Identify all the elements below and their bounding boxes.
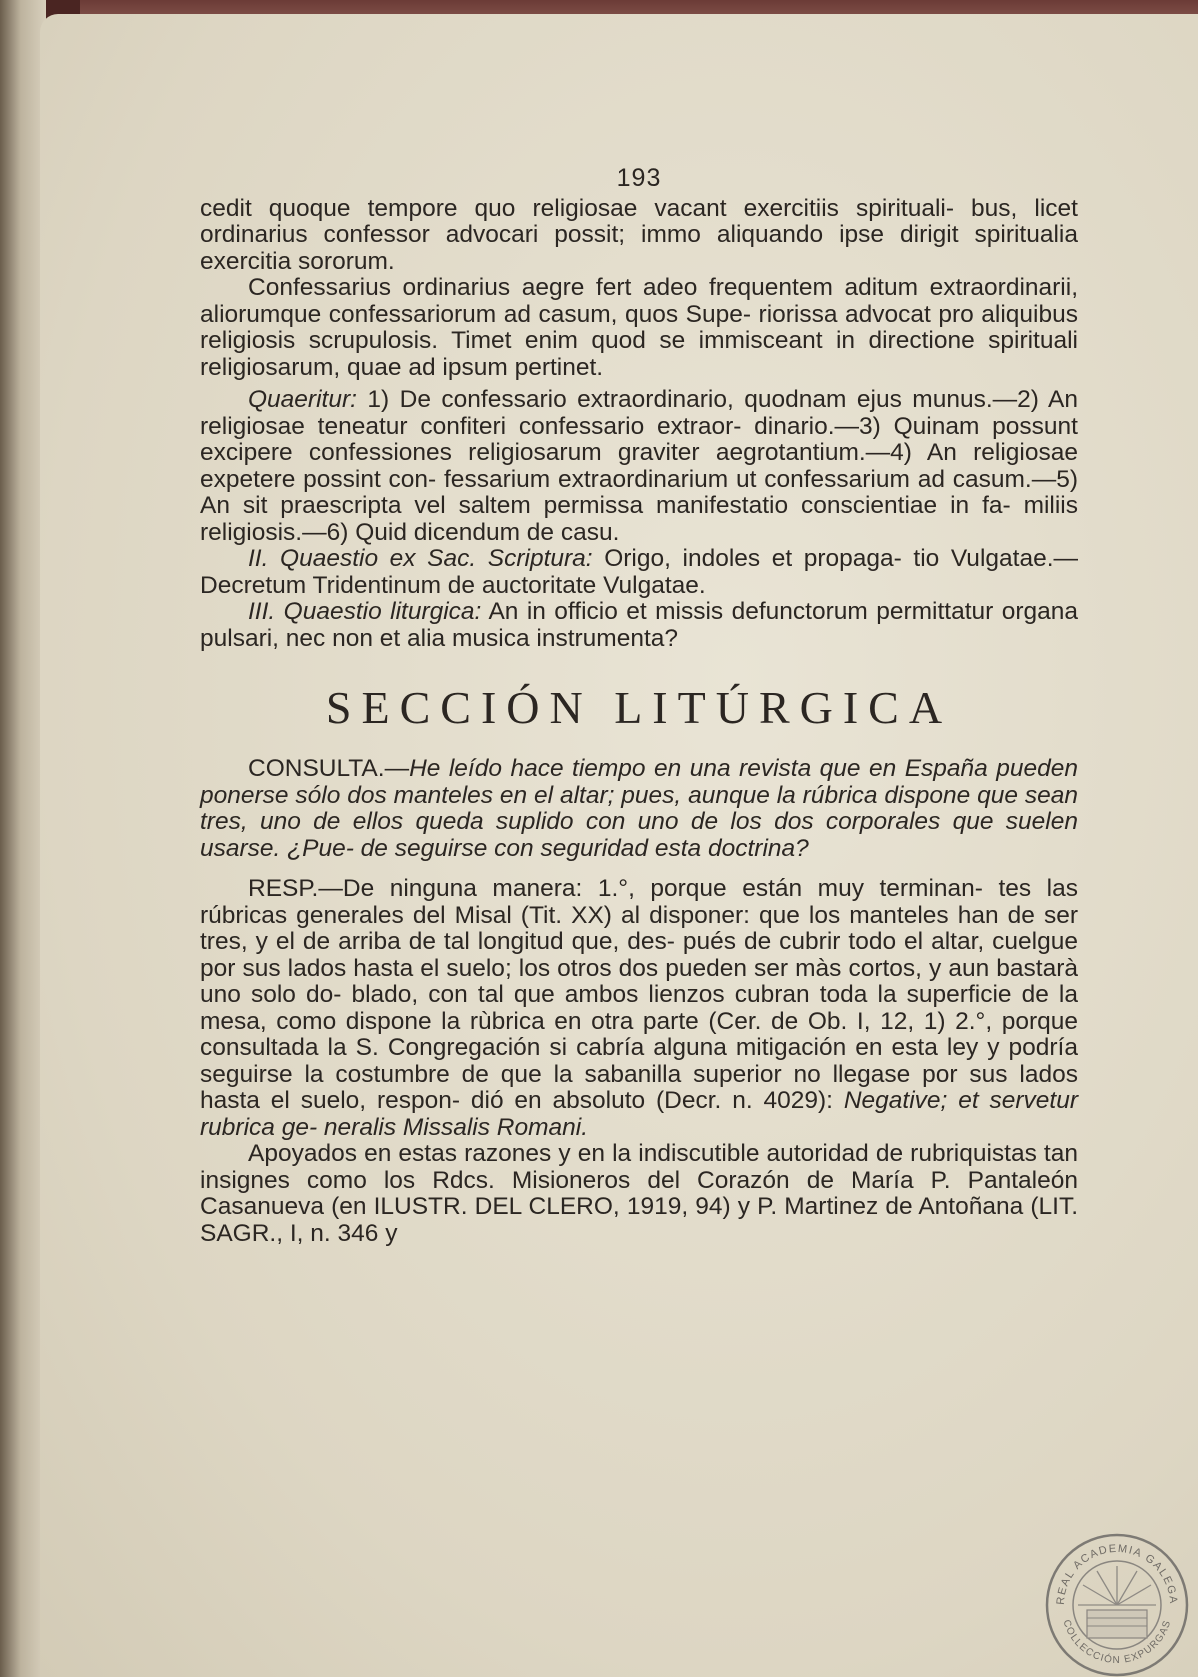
resp-paragraph — [200, 876, 1078, 1141]
academy-seal-stamp — [1042, 1530, 1192, 1677]
quaeritur-paragraph — [200, 387, 1078, 546]
quaestio-scriptura-paragraph — [200, 546, 1078, 599]
latin-paragraph-1: cedit quoque tempore quo religiosae vacant exercitiis spirituali- bus, licet ordinarius confessor advocari possit; immo aliquando ipse dirigit spiritualia exercitia sororum. — [200, 194, 1078, 275]
resp-italic-end: Negative; et servetur rubrica ge- neralis Missalis Romani. — [200, 1087, 1078, 1141]
page-number: 193 — [616, 164, 662, 192]
quaestio-scriptura-label: II. Quaestio ex Sac. Scriptura: — [248, 545, 593, 572]
quaestio-scriptura-text: Origo, indoles et propaga- tio Vulgatae.—Decretum Tridentinum de auctoritate Vulgatae. — [200, 545, 1078, 599]
consulta-paragraph — [200, 756, 1078, 862]
final-paragraph: Apoyados en estas razones y en la indiscutible autoridad de rubriquistas tan insignes como los Rdcs. Misioneros del Corazón de María P. Pantaleón Casanueva (en ILUSTR. DEL CLERO, 1919, 94) y P. Martinez de Antoñana (LIT. SAGR., I, n. 346 y — [200, 1140, 1078, 1247]
quaeritur-text: 1) De confessario extraordinario, quodnam ejus munus.—2) An religiosae teneatur confiteri confessario extraor- dinario.—3) Quinam possunt excipere confessiones religiosarum graviter aegrotantium.—4) An religiosae expetere possint con- fessarium extraordinarium ut confessarium ad casum.—5) An sit praescripta vel saltem permissa manifestatio conscientiae in fa- miliis religiosis.—6) Quid dicendum de casu. — [200, 386, 1078, 546]
consulta-label: CONSULTA.— — [248, 755, 410, 782]
resp-label: RESP.— — [248, 875, 343, 902]
consulta-text: He leído hace tiempo en una revista que en España pueden ponerse sólo dos manteles en el altar; pues, aunque la rúbrica dispone que sean tres, uno de ellos queda suplido con uno de los dos corporales que suelen usarse. ¿Pue- de seguirse con seguridad esta doctrina? — [200, 755, 1078, 862]
latin-paragraph-2: Confessarius ordinarius aegre fert adeo frequentem aditum extraordinarii, aliorumque confessariorum ad casum, quos Supe- riorissa advocat pro aliquibus religiosis scrupulosis. Timet enim quod se immisceant in directione spirituali religiosarum, quae ad ipsum pertinet. — [200, 274, 1078, 381]
page-text — [200, 165, 1078, 1247]
quaestio-liturgica-text: An in officio et missis defunctorum permittatur organa pulsari, nec non et alia musica instrumenta? — [200, 598, 1078, 652]
quaestio-liturgica-paragraph — [200, 599, 1078, 652]
seal-top-text: REAL ACADEMIA GALEGA — [1054, 1542, 1180, 1606]
seal-bottom-text: COLLECCIÓN EXPURGAS — [1060, 1618, 1174, 1667]
section-title: SECCIÓN LITÚRGICA — [325, 682, 953, 733]
resp-text: De ninguna manera: 1.°, porque están muy terminan- tes las rúbricas generales del Misal (Tit. XX) al disponer: que los manteles han de ser tres, y el de arriba de tal longitud que, des- pués de cubrir todo el altar, cuelgue por sus lados hasta el suelo; los otros dos pueden ser màs cortos, y aun bastarà uno solo do- blado, con tal que ambos lienzos cubran toda la superficie de la mesa, como dispone la rùbrica en otra parte (Cer. de Ob. I, 12, 1) 2.°, porque consultada la S. Congregación si cabría alguna mitigación en esta ley y podría seguirse la costumbre de que la sabanilla superior no llegase por sus lados hasta el suelo, respon- dió en absoluto (Decr. n. 4029): — [200, 875, 1078, 1114]
quaeritur-label: Quaeritur: — [248, 386, 357, 413]
quaestio-liturgica-label: III. Quaestio liturgica: — [248, 598, 482, 625]
